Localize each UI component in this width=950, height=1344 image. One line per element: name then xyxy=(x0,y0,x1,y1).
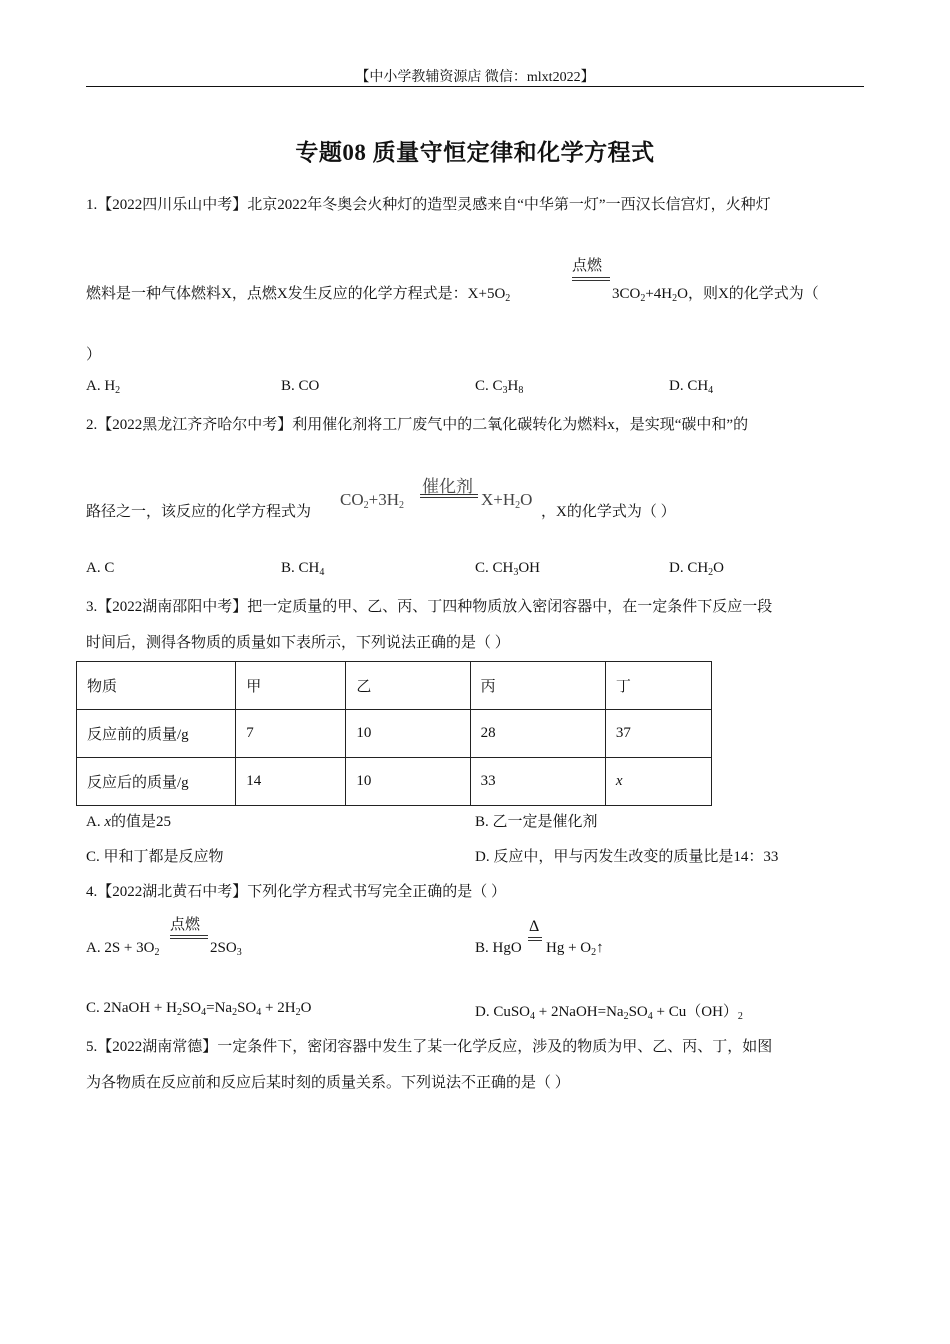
q2-option-b-text: B. CH xyxy=(281,560,320,576)
q2-eq-left-b: +3H xyxy=(368,490,399,509)
table-cell: 14 xyxy=(236,758,346,806)
q3-option-a xyxy=(86,810,171,831)
q4-a-condition: 点燃 xyxy=(170,917,201,933)
q4-option-d xyxy=(475,1000,743,1021)
q4-option-a-post: 2SO xyxy=(210,940,237,956)
header-rule xyxy=(86,86,864,87)
q4-d-sub4: 2 xyxy=(737,1011,743,1022)
q4-c-sub1: 2 xyxy=(176,1007,182,1018)
q1-option-c-sub1: 3 xyxy=(502,385,508,396)
q2-line2-post: ，X的化学式为（ ） xyxy=(541,504,676,520)
q3-option-b: B. 乙一定是催化剂 xyxy=(475,814,598,830)
q2-option-b xyxy=(281,560,324,577)
q2-option-d-sub: 2 xyxy=(708,567,714,578)
q1-close-paren: ） xyxy=(86,347,102,363)
table-cell: 乙 xyxy=(346,662,470,710)
q2-eq-left-a: CO xyxy=(340,490,364,509)
q1-option-c-text: C. C xyxy=(475,378,503,394)
q4-c-5: + 2H xyxy=(261,1000,296,1016)
q2-option-d-post: O xyxy=(713,560,725,576)
q1-option-d-text: D. CH xyxy=(669,378,709,394)
q4-c-sub5: 2 xyxy=(295,1007,301,1018)
q4-option-b-sub: 2 xyxy=(591,947,597,958)
q1-eq-right-b: +4H xyxy=(645,286,673,302)
q1-option-c xyxy=(475,378,523,395)
q2-eq-right-b: O xyxy=(520,490,533,509)
table-cell: 物质 xyxy=(77,662,236,710)
table-row xyxy=(77,662,712,710)
q4-option-b-arrow: ↑ xyxy=(596,940,604,956)
q4-c-sub3: 2 xyxy=(232,1007,238,1018)
table-row xyxy=(77,758,712,806)
q2-eq-left xyxy=(340,490,404,510)
q2-eq-sub-b: 2 xyxy=(399,500,404,511)
mass-table xyxy=(76,661,712,806)
q1-sub-2a: 2 xyxy=(505,293,511,304)
q4-a-equals-sign xyxy=(170,935,208,939)
q1-eq-left: 燃料是一种气体燃料X，点燃X发生反应的化学方程式是：X+5O xyxy=(86,286,506,302)
q1-option-b: B. CO xyxy=(281,378,320,394)
q4-option-a xyxy=(86,940,159,957)
q1-option-a xyxy=(86,378,120,395)
q2-option-c xyxy=(475,560,540,577)
q2-option-d xyxy=(669,560,724,577)
q1-eq-right-a: 3CO xyxy=(612,286,641,302)
q1-option-c-sub2: 8 xyxy=(518,385,524,396)
q3-line1: 3.【2022湖南邵阳中考】把一定质量的甲、乙、丙、丁四种物质放入密闭容器中，在一定条件下反应一段 xyxy=(86,599,773,615)
page-title: 专题08 质量守恒定律和化学方程式 xyxy=(295,140,655,165)
q4-option-a-product xyxy=(210,940,242,957)
q1-sub-2b: 2 xyxy=(640,293,646,304)
table-cell: 丙 xyxy=(470,662,605,710)
table-cell: 10 xyxy=(346,758,470,806)
table-cell: 丁 xyxy=(605,662,711,710)
q1-condition: 点燃 xyxy=(572,258,603,274)
q4-c-3: =Na xyxy=(206,1000,233,1016)
q3-option-a-pre: A. xyxy=(86,814,105,830)
table-cell: 反应后的质量/g xyxy=(77,758,236,806)
q4-option-b: B. HgO xyxy=(475,940,522,956)
q4-d-2: + 2NaOH=Na xyxy=(535,1004,624,1020)
q3-option-d: D. 反应中，甲与丙发生改变的质量比是14：33 xyxy=(475,849,779,865)
q4-d-4: + Cu（OH） xyxy=(652,1004,738,1020)
table-cell: 37 xyxy=(605,710,711,758)
q2-condition: 催化剂 xyxy=(422,477,473,496)
table-row xyxy=(77,710,712,758)
q4-option-b-post: Hg + O xyxy=(546,940,592,956)
q2-line1: 2.【2022黑龙江齐齐哈尔中考】利用催化剂将工厂废气中的二氧化碳转化为燃料x，是实现“碳中和”的 xyxy=(86,417,749,433)
q2-eq-right-a: X+H xyxy=(481,490,516,509)
q1-eq-right-c: O，则X的化学式为（ xyxy=(677,286,819,302)
table-cell: x xyxy=(605,758,711,806)
q3-option-a-var: x xyxy=(104,814,112,830)
q5-line1: 5.【2022湖南常德】一定条件下，密闭容器中发生了某一化学反应，涉及的物质为甲、乙、丙、丁，如图 xyxy=(86,1039,773,1055)
q1-line2 xyxy=(86,282,510,303)
q4-c-4: SO xyxy=(237,1000,257,1016)
q1-equals-sign xyxy=(572,277,610,281)
q4-option-a-sub: 2 xyxy=(154,947,160,958)
q4-d-3: SO xyxy=(628,1004,648,1020)
q2-option-c-sub: 3 xyxy=(513,567,519,578)
q2-eq-sub-a: 2 xyxy=(363,500,369,511)
q2-eq-sub-c: 2 xyxy=(515,500,521,511)
q1-sub-2c: 2 xyxy=(672,293,678,304)
q4-b-condition: Δ xyxy=(529,918,540,935)
q1-eq-right xyxy=(612,282,819,303)
table-cell: 10 xyxy=(346,710,470,758)
q1-option-d-sub: 4 xyxy=(708,385,714,396)
q4-d-1: D. CuSO xyxy=(475,1004,531,1020)
q4-c-1: C. 2NaOH + H xyxy=(86,1000,177,1016)
table-cell: 7 xyxy=(236,710,346,758)
table-cell: 甲 xyxy=(236,662,346,710)
q1-option-c-mid: H xyxy=(507,378,519,394)
q4-d-sub3: 4 xyxy=(647,1011,653,1022)
q4-b-equals-sign xyxy=(528,937,542,941)
table-cell: 33 xyxy=(470,758,605,806)
q5-line2: 为各物质在反应前和反应后某时刻的质量关系。下列说法不正确的是（ ） xyxy=(86,1075,570,1091)
q3-line2: 时间后，测得各物质的质量如下表所示，下列说法正确的是（ ） xyxy=(86,635,510,651)
q3-option-a-post: 的值是25 xyxy=(111,814,172,830)
q2-equals-sign xyxy=(420,494,478,498)
q1-line1: 1.【2022四川乐山中考】北京2022年冬奥会火种灯的造型灵感来自“中华第一灯”一西汉长信宫灯，火种灯 xyxy=(86,197,771,213)
q2-line2-pre: 路径之一，该反应的化学方程式为 xyxy=(86,504,312,520)
q2-option-b-sub: 4 xyxy=(319,567,325,578)
q2-option-c-text: C. CH xyxy=(475,560,514,576)
q2-option-a: A. C xyxy=(86,560,115,576)
table-cell: 反应前的质量/g xyxy=(77,710,236,758)
q2-eq-right xyxy=(481,490,532,510)
q3-option-c: C. 甲和丁都是反应物 xyxy=(86,849,224,865)
q4-option-a-sub2: 3 xyxy=(236,947,242,958)
q4-option-c xyxy=(86,1000,311,1017)
q4-option-a-pre: A. 2S + 3O xyxy=(86,940,155,956)
q1-option-a-sub: 2 xyxy=(115,385,121,396)
q4-option-b-product xyxy=(546,940,604,957)
q2-option-c-post: OH xyxy=(518,560,541,576)
table-cell: 28 xyxy=(470,710,605,758)
q4-c-6: O xyxy=(300,1000,312,1016)
q4-d-sub1: 4 xyxy=(530,1011,536,1022)
page-header: 【中小学教辅资源店 微信：mlxt2022】 xyxy=(355,70,595,85)
q4-line1: 4.【2022湖北黄石中考】下列化学方程式书写完全正确的是（ ） xyxy=(86,884,507,900)
q1-option-d xyxy=(669,378,713,395)
q2-option-d-text: D. CH xyxy=(669,560,709,576)
q4-c-sub2: 4 xyxy=(201,1007,207,1018)
q4-c-sub4: 4 xyxy=(256,1007,262,1018)
q4-c-2: SO xyxy=(181,1000,202,1016)
q4-d-sub2: 2 xyxy=(623,1011,629,1022)
q1-option-a-text: A. H xyxy=(86,378,116,394)
